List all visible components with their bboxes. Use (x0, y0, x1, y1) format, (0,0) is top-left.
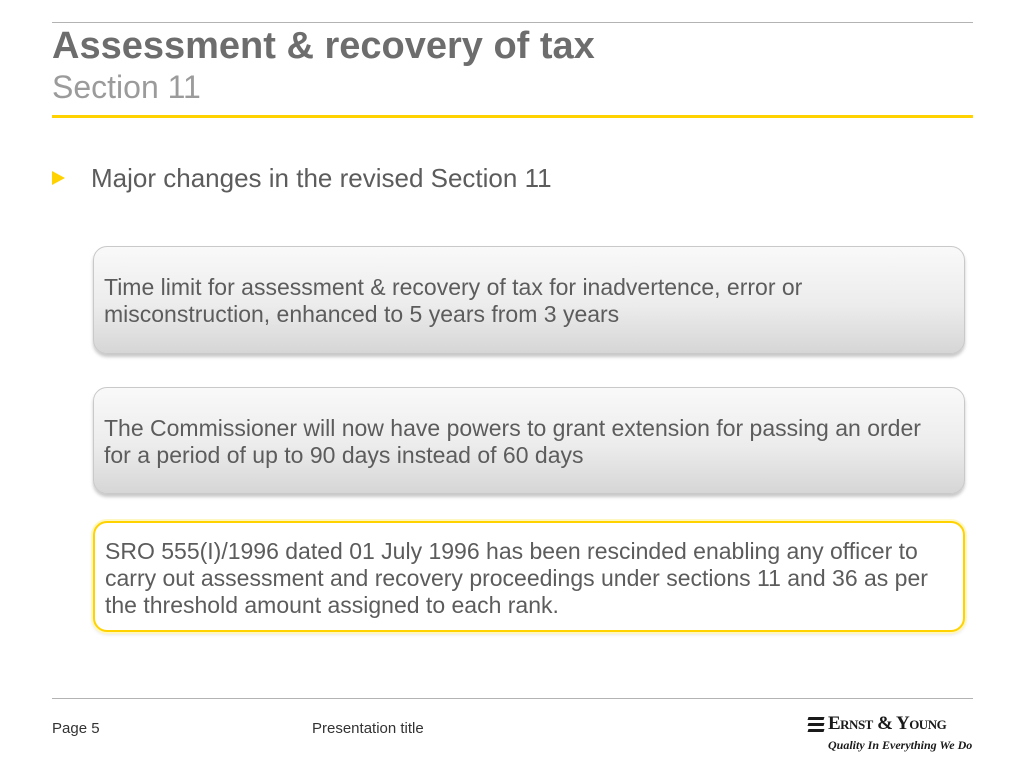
change-box-text: SRO 555(I)/1996 dated 01 July 1996 has been rescinded enabling any officer to carry out assessment and recovery proceedings under sections 11 and 36 as per the threshold amount assigned to each rank. (105, 538, 928, 618)
slide-subtitle: Section 11 (52, 69, 201, 105)
page-number: Page 5 (52, 720, 100, 737)
bullet-text: Major changes in the revised Section 11 (91, 162, 552, 193)
logo-mark-icon (808, 717, 824, 732)
top-divider (52, 22, 973, 23)
change-box-time-limit (93, 246, 965, 354)
logo-name: Ernst & Young (828, 713, 947, 734)
change-box-sro-rescinded (93, 521, 965, 632)
change-box-text: The Commissioner will now have powers to grant extension for passing an order for a period of up to 90 days instead of 60 days (104, 415, 921, 468)
title-underline (52, 115, 973, 118)
ernst-young-logo (808, 713, 978, 755)
change-box-commissioner-extension (93, 387, 965, 494)
triangle-right-icon (52, 171, 65, 185)
footer-presentation-title: Presentation title (312, 720, 424, 737)
bullet-item (52, 163, 552, 193)
slide-title: Assessment & recovery of tax (52, 25, 595, 67)
change-box-text: Time limit for assessment & recovery of tax for inadvertence, error or misconstruction, enhanced to 5 years from 3 years (104, 274, 803, 327)
footer-divider (52, 698, 973, 699)
logo-tagline: Quality In Everything We Do (828, 738, 973, 752)
